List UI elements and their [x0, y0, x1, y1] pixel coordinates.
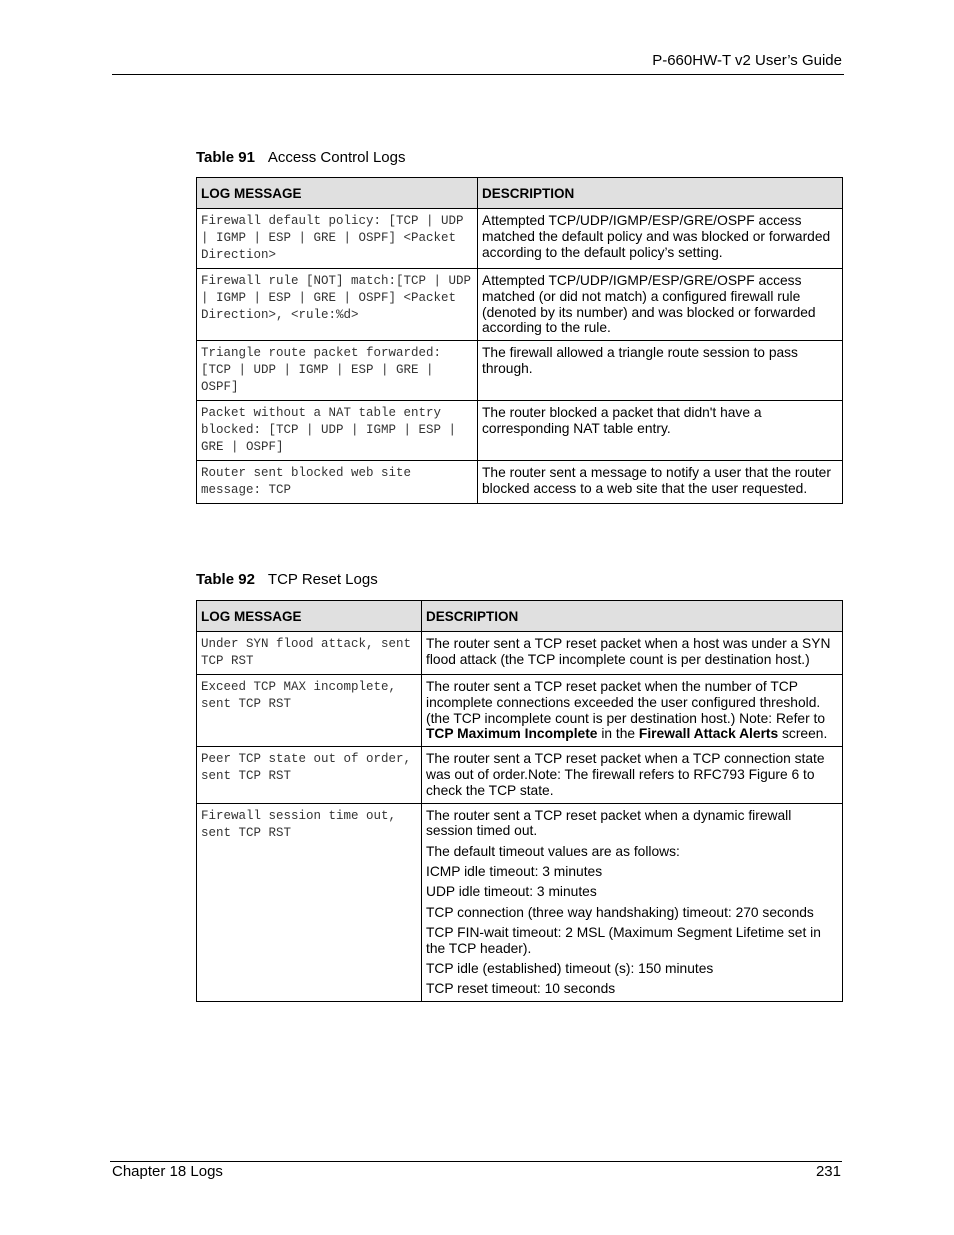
description-line: The default timeout values are as follows:: [426, 843, 680, 859]
footer-page-number: 231: [815, 1163, 841, 1180]
description-text: The router sent a TCP reset packet when the number of TCP incomplete connections exceeded the user configured threshold. (the TCP incomplete count is per destination host.) Note: Refer to: [426, 679, 826, 726]
description-cell: The router sent a message to notify a user that the router blocked access to a web site that the user requested.: [478, 461, 843, 504]
table-header-row: [197, 178, 843, 209]
table-row: [197, 401, 843, 461]
table-row: [197, 675, 843, 747]
header-rule: [112, 74, 844, 75]
running-header-title: P-660HW-T v2 User’s Guide: [652, 52, 842, 69]
table-row: [197, 341, 843, 401]
description-text: screen.: [778, 726, 828, 742]
log-message-cell: Exceed TCP MAX incomplete, sent TCP RST: [197, 675, 422, 747]
table-92-title: TCP Reset Logs: [267, 571, 378, 588]
table-row: [197, 803, 843, 1001]
table-91-title: Access Control Logs: [267, 149, 406, 166]
table-91-number: Table 91: [196, 149, 255, 166]
description-header: DESCRIPTION: [422, 601, 843, 632]
log-message-cell: Firewall default policy: [TCP | UDP | IGMP | ESP | GRE | OSPF] <Packet Direction>: [197, 209, 478, 269]
log-message-header: LOG MESSAGE: [197, 178, 478, 209]
log-message-cell: Under SYN flood attack, sent TCP RST: [197, 632, 422, 675]
tcp-reset-logs-table: [196, 600, 843, 1002]
description-cell: The firewall allowed a triangle route session to pass through.: [478, 341, 843, 401]
table-91-caption: [196, 149, 406, 166]
footer-chapter: Chapter 18 Logs: [112, 1163, 223, 1180]
log-message-cell: Peer TCP state out of order, sent TCP RST: [197, 747, 422, 803]
description-text: in the: [597, 726, 639, 742]
description-line: TCP idle (established) timeout (s): 150 minutes: [426, 960, 714, 976]
table-row: [197, 747, 843, 803]
description-line: TCP connection (three way handshaking) timeout: 270 seconds: [426, 904, 814, 920]
description-cell: [422, 675, 843, 747]
log-message-cell: Firewall session time out, sent TCP RST: [197, 803, 422, 1001]
table-row: [197, 209, 843, 269]
description-line: UDP idle timeout: 3 minutes: [426, 884, 597, 900]
table-row: [197, 461, 843, 504]
description-cell: The router sent a TCP reset packet when a TCP connection state was out of order.Note: The firewall refers to RFC793 Figure 6 to check the TCP state.: [422, 747, 843, 803]
description-line: TCP FIN-wait timeout: 2 MSL (Maximum Segment Lifetime set in the TCP header).: [426, 924, 821, 956]
description-cell: [422, 803, 843, 1001]
table-row: [197, 632, 843, 675]
firewall-attack-alerts-ref: Firewall Attack Alerts: [638, 726, 779, 742]
log-message-cell: Router sent blocked web site message: TCP: [197, 461, 478, 504]
log-message-cell: Triangle route packet forwarded: [TCP | UDP | IGMP | ESP | GRE | OSPF]: [197, 341, 478, 401]
table-header-row: [197, 601, 843, 632]
table-92-number: Table 92: [196, 571, 255, 588]
table-row: [197, 269, 843, 341]
table-92-caption: [196, 571, 378, 588]
description-cell: Attempted TCP/UDP/IGMP/ESP/GRE/OSPF access matched the default policy and was blocked or forwarded according to the default policy’s setting.: [478, 209, 843, 269]
description-cell: Attempted TCP/UDP/IGMP/ESP/GRE/OSPF access matched (or did not match) a configured firewall rule (denoted by its number) and was blocked or forwarded according to the rule.: [478, 269, 843, 341]
log-message-cell: Firewall rule [NOT] match:[TCP | UDP | IGMP | ESP | GRE | OSPF] <Packet Direction>, <rule:%d>: [197, 269, 478, 341]
tcp-maximum-incomplete-ref: TCP Maximum Incomplete: [426, 726, 598, 742]
description-line: ICMP idle timeout: 3 minutes: [426, 863, 603, 879]
footer-rule: [110, 1161, 842, 1162]
log-message-header: LOG MESSAGE: [197, 601, 422, 632]
log-message-cell: Packet without a NAT table entry blocked: [TCP | UDP | IGMP | ESP | GRE | OSPF]: [197, 401, 478, 461]
description-line: TCP reset timeout: 10 seconds: [426, 981, 616, 997]
description-line: The router sent a TCP reset packet when a dynamic firewall session timed out.: [426, 807, 792, 839]
description-cell: The router sent a TCP reset packet when a host was under a SYN flood attack (the TCP incomplete count is per destination host.): [422, 632, 843, 675]
description-cell: The router blocked a packet that didn't have a corresponding NAT table entry.: [478, 401, 843, 461]
description-header: DESCRIPTION: [478, 178, 843, 209]
access-control-logs-table: [196, 177, 843, 504]
